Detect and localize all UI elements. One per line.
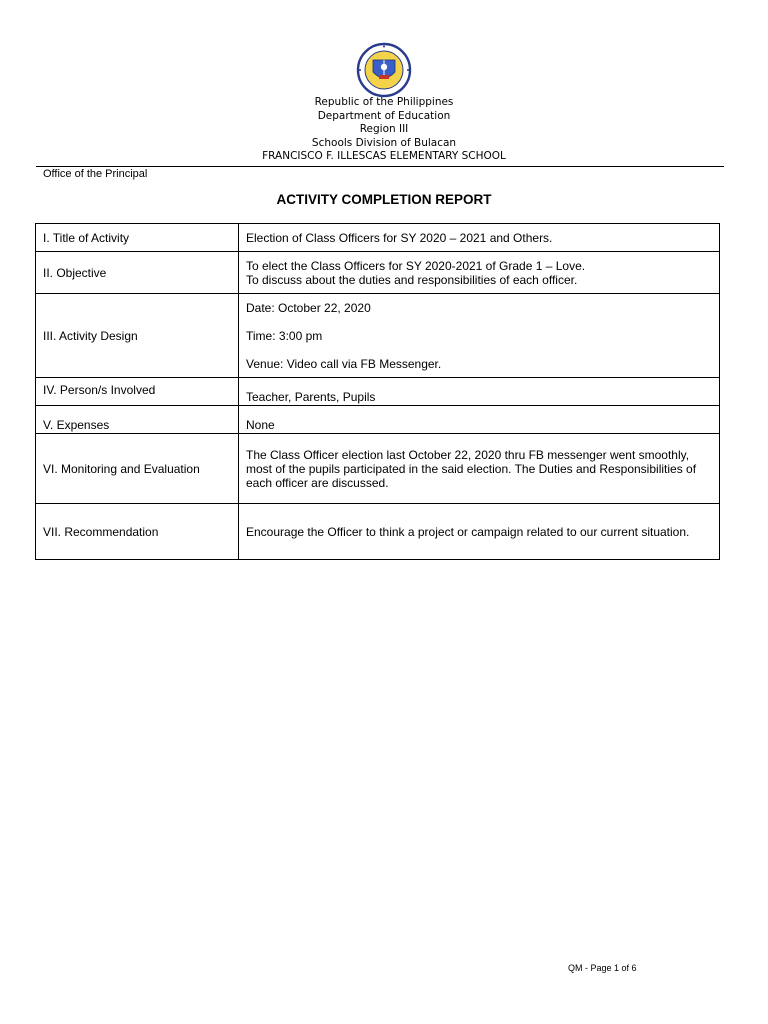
value-line: Date: October 22, 2020 [246,300,371,315]
header-department: Department of Education [317,109,451,122]
row-label: I. Title of Activity [36,224,239,252]
table-row [36,252,720,294]
header-division: Schools Division of Bulacan [311,136,457,149]
header-region: Region III [359,123,409,135]
row-label: VII. Recommendation [36,504,239,560]
value-line: To elect the Class Officers for SY 2020-2021 of Grade 1 – Love. [246,258,586,273]
row-label: VI. Monitoring and Evaluation [36,434,239,504]
value-line: Venue: Video call via FB Messenger. [246,356,442,371]
value-line: None [246,418,275,432]
table-row [36,378,720,406]
report-title: ACTIVITY COMPLETION REPORT [276,192,492,207]
row-value [239,252,720,294]
office-label: Office of the Principal [43,168,148,180]
value-line: Teacher, Parents, Pupils [246,390,376,404]
header-country: Republic of the Philippines [314,96,454,108]
row-label: II. Objective [36,252,239,294]
value-line: Election of Class Officers for SY 2020 – 2021 and Others. [246,230,553,245]
header-divider [36,166,724,167]
report-table [35,223,720,560]
table-row [36,504,720,560]
row-value [239,434,720,504]
value-line: To discuss about the duties and responsibilities of each officer. [246,272,578,287]
table-row [36,406,720,434]
page-footer: QM - Page 1 of 6 [568,963,637,973]
row-label: V. Expenses [36,406,239,434]
row-value [239,294,720,378]
table-row [36,434,720,504]
table-row [36,294,720,378]
row-value [239,378,720,406]
deped-seal-logo [346,42,422,98]
value-line: Encourage the Officer to think a project or campaign related to our current situation. [246,524,690,539]
value-line: Time: 3:00 pm [246,328,323,343]
row-value [239,504,720,560]
row-value [239,224,720,252]
header-school: FRANCISCO F. ILLESCAS ELEMENTARY SCHOOL [262,150,506,162]
row-value [239,406,720,434]
table-row [36,224,720,252]
value-line: The Class Officer election last October 22, 2020 thru FB messenger went smoothly, most of the pupils participated in the said election. The Duties and Responsibilities of each officer are discussed. [246,447,697,490]
row-label: III. Activity Design [36,294,239,378]
row-label: IV. Person/s Involved [36,378,239,406]
header-block [234,96,534,164]
